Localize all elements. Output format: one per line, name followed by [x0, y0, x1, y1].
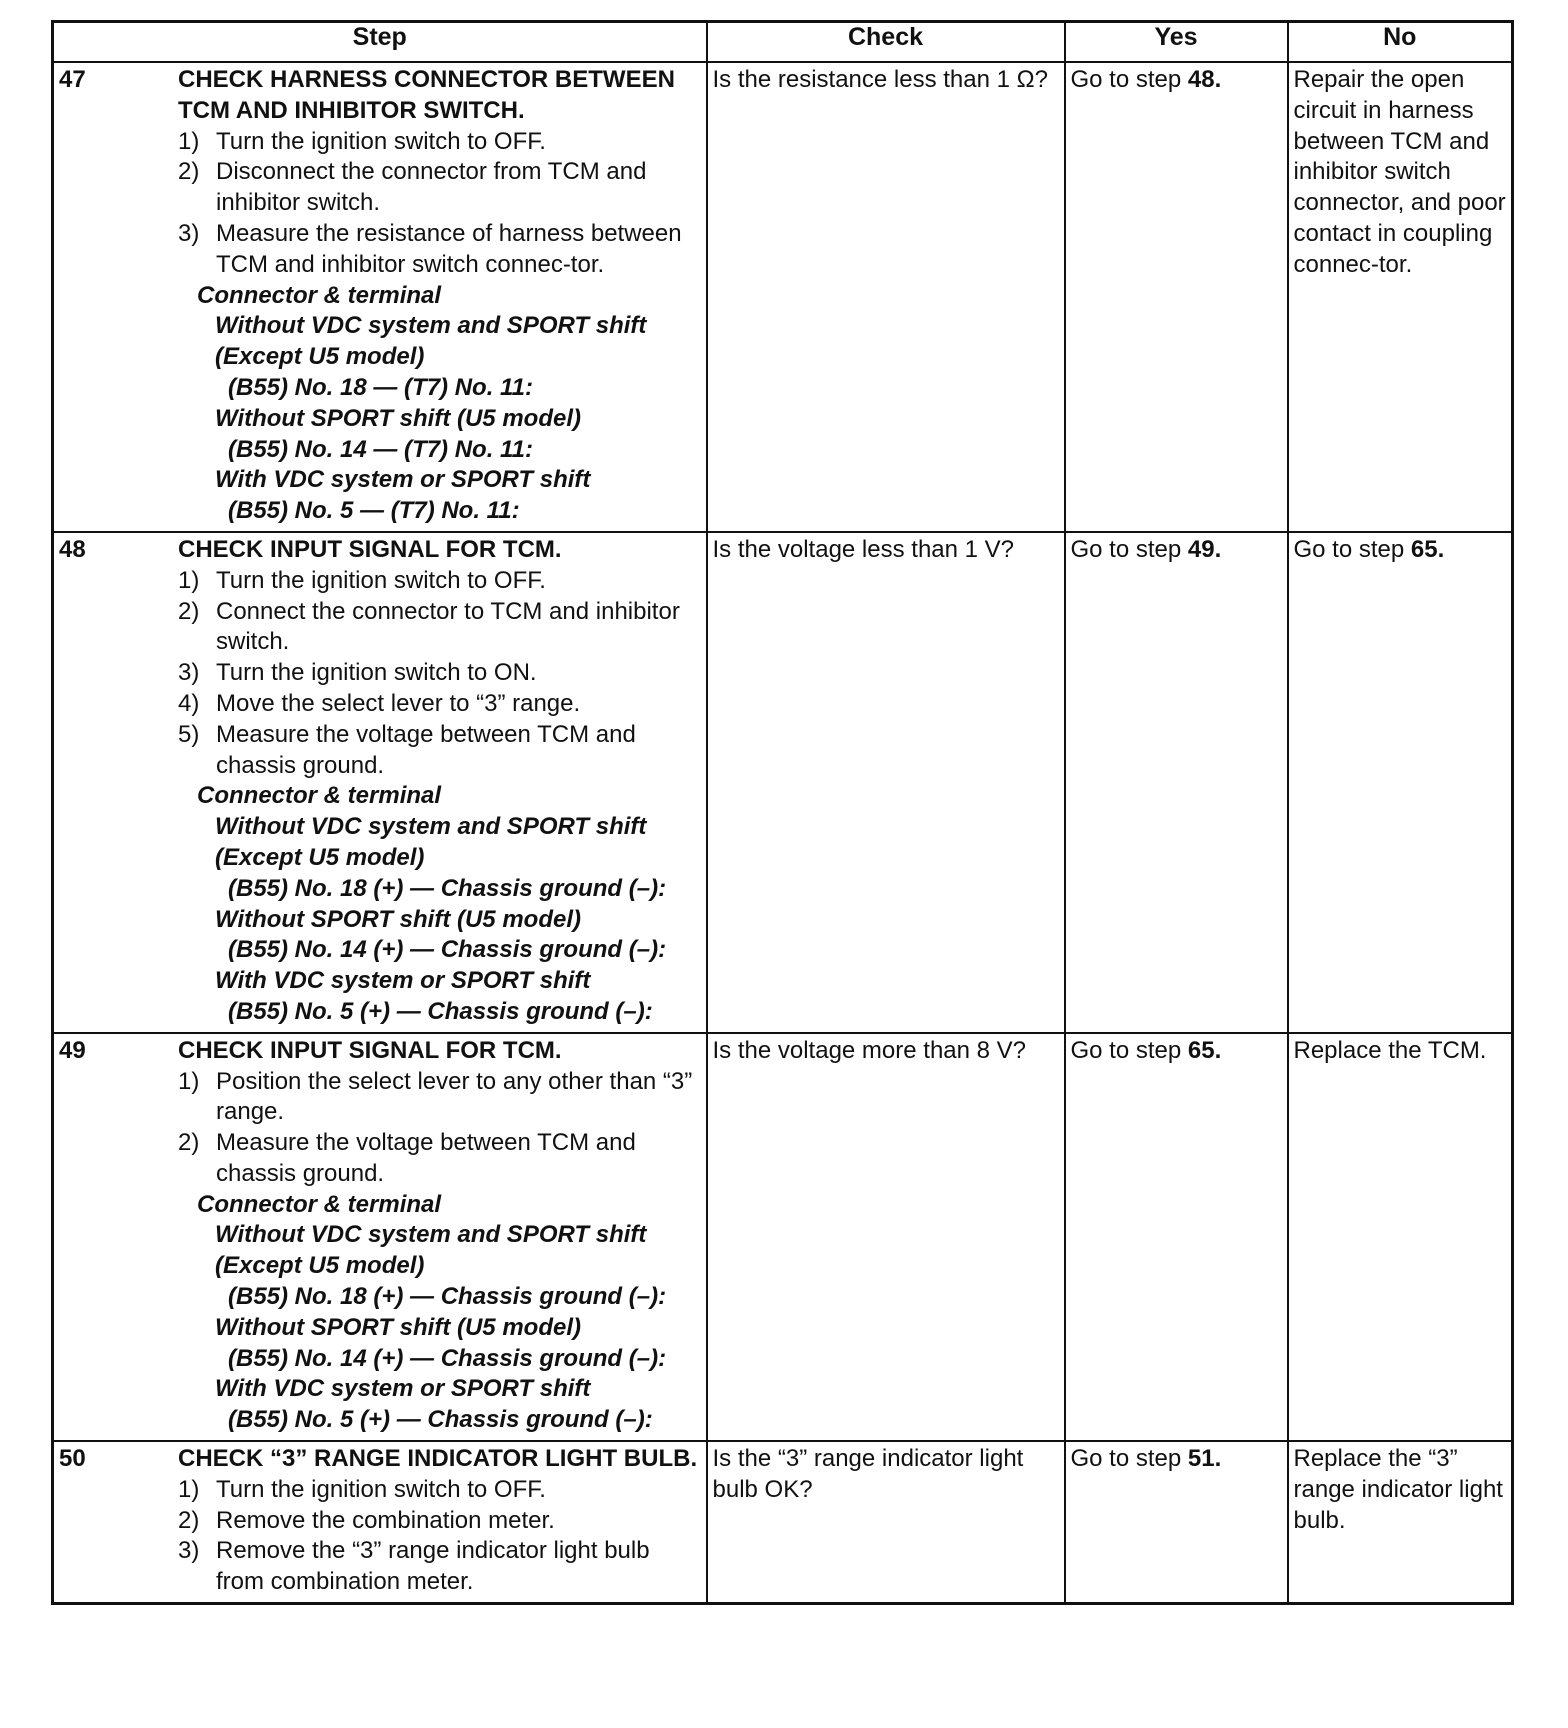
- no-cell: Repair the open circuit in harness between TCM and inhibitor switch connector, and poor contact in coupling connec-tor.: [1288, 62, 1513, 532]
- table-row: [53, 1441, 1513, 1603]
- header-row: [53, 22, 1513, 63]
- table-row: [53, 532, 1513, 1033]
- instruction: 2) Measure the voltage between TCM and chassis ground.: [178, 1129, 636, 1187]
- yes-cell: Go to step 48.: [1065, 62, 1288, 532]
- instruction: 5) Measure the voltage between TCM and chassis ground.: [178, 720, 636, 779]
- variant-label: With VDC system or SPORT shift: [215, 466, 591, 494]
- connector-terminal-heading: Connector & terminal: [197, 782, 442, 810]
- connector-terminal-heading: Connector & terminal: [197, 281, 442, 309]
- variant-label: Without SPORT shift (U5 model): [215, 404, 581, 432]
- terminal-spec: (B55) No. 5 — (T7) No. 11:: [228, 497, 520, 525]
- instruction: 2) Disconnect the connector from TCM and inhibitor switch.: [178, 158, 647, 217]
- instruction: 2) Remove the combination meter.: [178, 1506, 555, 1534]
- step-cell: [53, 1033, 707, 1441]
- terminal-spec: (B55) No. 18 — (T7) No. 11:: [228, 373, 533, 401]
- step-title: CHECK “3” RANGE INDICATOR LIGHT BULB.: [178, 1445, 698, 1473]
- table-row: [53, 62, 1513, 532]
- variant-label: With VDC system or SPORT shift: [215, 1375, 591, 1403]
- terminal-spec: (B55) No. 14 (+) — Chassis ground (–):: [228, 1344, 667, 1372]
- terminal-spec: (B55) No. 14 — (T7) No. 11:: [228, 435, 533, 463]
- terminal-spec: (B55) No. 5 (+) — Chassis ground (–):: [228, 1406, 653, 1434]
- check-cell: Is the voltage more than 8 V?: [707, 1033, 1065, 1441]
- check-cell: Is the voltage less than 1 V?: [707, 532, 1065, 1033]
- step-link: 48.: [1187, 66, 1222, 93]
- variant-label: Without SPORT shift (U5 model): [215, 1313, 581, 1341]
- variant-label: Without SPORT shift (U5 model): [215, 905, 581, 933]
- step-title: CHECK HARNESS CONNECTOR BETWEEN TCM AND INHIBITOR SWITCH.: [178, 66, 675, 124]
- step-cell: [53, 1441, 707, 1603]
- instruction: 3) Turn the ignition switch to ON.: [178, 659, 537, 687]
- variant-label: Without VDC system and SPORT shift (Except U5 model): [215, 813, 647, 871]
- step-number: 47: [59, 66, 86, 93]
- variant-label: Without VDC system and SPORT shift (Except U5 model): [215, 1221, 647, 1280]
- variant-label: With VDC system or SPORT shift: [215, 967, 591, 995]
- instruction: 1) Turn the ignition switch to OFF.: [178, 1475, 546, 1503]
- step-link: 49.: [1187, 535, 1222, 563]
- step-link: 65.: [1187, 1036, 1222, 1064]
- instruction: 3) Measure the resistance of harness between TCM and inhibitor switch connec-tor.: [178, 219, 682, 278]
- yes-cell: Go to step 65.: [1065, 1033, 1288, 1441]
- step-cell: [53, 532, 707, 1033]
- header-step: Step: [53, 22, 707, 63]
- instruction: 1) Turn the ignition switch to OFF.: [178, 127, 546, 155]
- step-link: 65.: [1410, 535, 1445, 563]
- terminal-spec: (B55) No. 18 (+) — Chassis ground (–):: [228, 1283, 667, 1311]
- header-no: No: [1288, 22, 1513, 63]
- check-cell: Is the “3” range indicator light bulb OK?: [707, 1441, 1065, 1603]
- step-number: 49: [59, 1036, 86, 1064]
- instruction: 3) Remove the “3” range indicator light bulb from combination meter.: [178, 1537, 650, 1596]
- instruction: 1) Position the select lever to any other than “3” range.: [178, 1067, 693, 1126]
- no-cell: Replace the “3” range indicator light bulb.: [1288, 1441, 1513, 1603]
- step-number: 50: [59, 1445, 86, 1473]
- instruction: 2) Connect the connector to TCM and inhibitor switch.: [178, 597, 680, 656]
- step-link: 51.: [1187, 1445, 1222, 1473]
- terminal-spec: (B55) No. 5 (+) — Chassis ground (–):: [228, 997, 653, 1025]
- step-title: CHECK INPUT SIGNAL FOR TCM.: [178, 1036, 562, 1064]
- instruction: 4) Move the select lever to “3” range.: [178, 689, 581, 717]
- step-cell: [53, 62, 707, 532]
- check-cell: Is the resistance less than 1 Ω?: [707, 62, 1065, 532]
- terminal-spec: (B55) No. 18 (+) — Chassis ground (–):: [228, 874, 667, 902]
- header-check: Check: [707, 22, 1065, 63]
- yes-cell: Go to step 51.: [1065, 1441, 1288, 1603]
- terminal-spec: (B55) No. 14 (+) — Chassis ground (–):: [228, 936, 667, 964]
- instruction: 1) Turn the ignition switch to OFF.: [178, 566, 546, 594]
- table-row: [53, 1033, 1513, 1441]
- header-yes: Yes: [1065, 22, 1288, 63]
- yes-cell: Go to step 49.: [1065, 532, 1288, 1033]
- diagnostic-table: [51, 20, 1514, 1605]
- connector-terminal-heading: Connector & terminal: [197, 1190, 442, 1218]
- step-number: 48: [59, 535, 86, 563]
- no-cell: Go to step 65.: [1288, 532, 1513, 1033]
- step-title: CHECK INPUT SIGNAL FOR TCM.: [178, 535, 562, 563]
- no-cell: Replace the TCM.: [1288, 1033, 1513, 1441]
- variant-label: Without VDC system and SPORT shift (Except U5 model): [215, 312, 647, 371]
